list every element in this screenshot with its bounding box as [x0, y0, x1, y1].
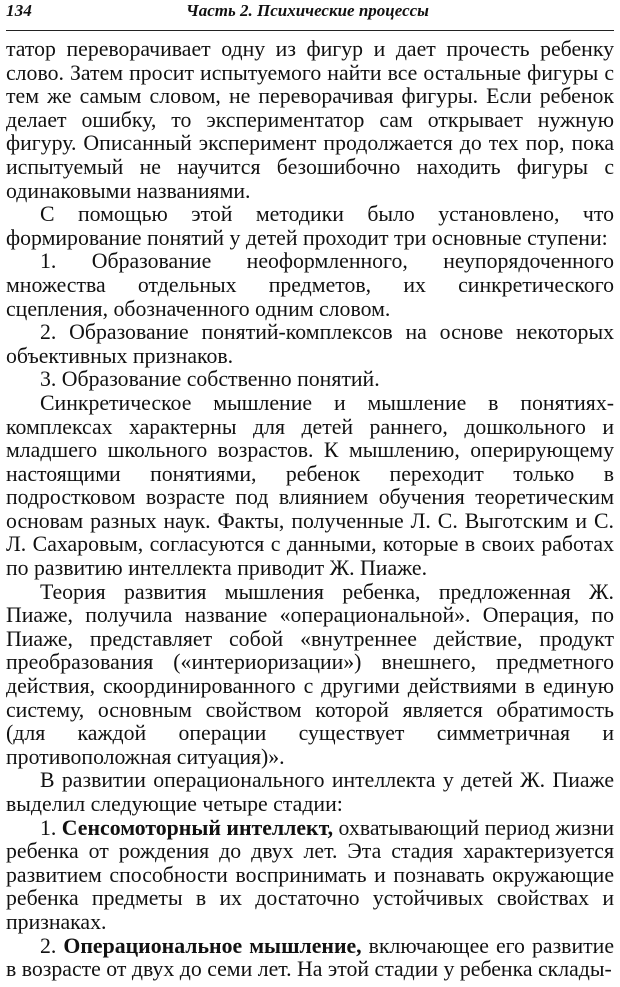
list-item-operational — [6, 935, 614, 982]
item-number: 2. — [40, 933, 64, 958]
running-title: Часть 2. Психические процессы — [186, 1, 429, 20]
paragraph-text: охватывающий период жизни ребенка от рождения до двух лет. Эта стадия характеризуется развитием способности воспринимать и познавать окружающие ребенка предметы в их достаточно устойчивых свойствах и признаках. — [6, 815, 614, 934]
paragraph-method-result — [6, 203, 614, 250]
paragraph-text: включающее его развитие в возрасте от двух до семи лет. На этой стадии у ребенка склады- — [6, 933, 615, 982]
item-number: 1. — [40, 815, 62, 840]
paragraph-text: 2. Образование понятий-комплексов на основе некоторых объективных признаков. — [6, 320, 614, 368]
paragraph-text: 1. Образование неоформленного, неупорядоченного множества отдельных предметов, их синкретического сцепления, обозначенного одним словом. — [6, 249, 614, 321]
term-bold: Операциональное мышление, — [63, 933, 362, 958]
paragraph-text: татор переворачивает одну из фигур и дает прочесть ребенку слово. Затем просит испытуемого найти все остальные фигуры с тем же самым словом, не переворачивая фигуры. Если ребенок делает ошибку, то экспериментатор сам открывает нужную фигуру. Описанный эксперимент продолжается до тех пор, пока испытуемый не научится безошибочно находить фигуры с одинаковыми названиями. — [6, 37, 614, 203]
paragraph-continuation — [6, 38, 614, 203]
list-item-stage-2 — [6, 321, 614, 368]
list-item-stage-1 — [6, 250, 614, 321]
list-item-sensorimotor — [6, 817, 614, 935]
paragraph-piaget-theory — [6, 581, 614, 770]
list-item-stage-3 — [6, 368, 614, 392]
paragraph-text: 3. Образование собственно понятий. — [40, 367, 380, 392]
body-text — [6, 38, 614, 982]
paragraph-text: С помощью этой методики было установлено, что формирование понятий у детей проходит три основные ступени: — [6, 202, 614, 250]
paragraph-text: Синкретическое мышление и мышление в понятиях-комплексах характерны для детей раннего, дошкольного и младшего школьного возрастов. К мышлению, оперирующему настоящими понятиями, ребенок переходит только в подростковом возрасте под влиянием обучения теоретическим основам разных наук. Факты, полученные Л. С. Выготским и С. Л. Сахаровым, согласуются с данными, которые в своих работах по развитию интеллекта приводит Ж. Пиаже. — [6, 390, 614, 581]
paragraph-syncretic-thinking — [6, 392, 614, 581]
term-bold: Сенсомоторный интеллект, — [61, 815, 334, 840]
paragraph-text: В развитии операционального интеллекта у детей Ж. Пиаже выделил следующие четыре стадии: — [6, 768, 614, 816]
page-number: 134 — [6, 1, 33, 20]
paragraph-text: Теория развития мышления ребенка, предложенная Ж. Пиаже, получила название «операциональной». Операция, по Пиаже, представляет собой «внутреннее действие, продукт преобразования («интериоризации») внешнего, предметного действия, скоординированного с другими действиями в единую систему, основным свойством которой является обратимость (для каждой операции существует симметричная и противоположная ситуация)». — [6, 579, 614, 769]
running-header — [6, 0, 614, 31]
paragraph-piaget-stages-intro — [6, 769, 614, 816]
